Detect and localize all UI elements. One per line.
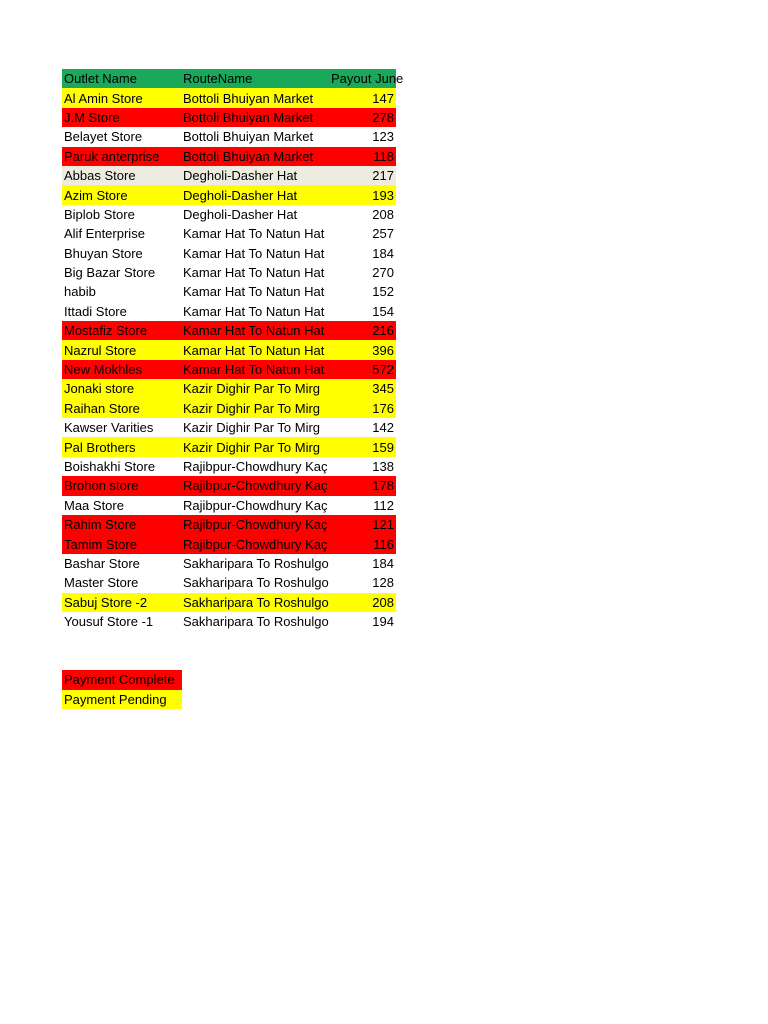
route-name-cell[interactable]: Sakharipara To Roshulgo (183, 614, 329, 630)
payout-cell[interactable]: 112 (373, 497, 394, 513)
route-name-cell[interactable]: Sakharipara To Roshulgo (183, 594, 329, 610)
payout-cell[interactable]: 116 (373, 536, 394, 552)
outlet-name-cell[interactable]: Nazrul Store (64, 342, 137, 358)
outlet-name-cell[interactable]: Master Store (64, 575, 139, 591)
route-name-cell[interactable]: Bottoli Bhuiyan Market (183, 109, 314, 125)
outlet-name-cell[interactable]: J.M Store (64, 109, 120, 125)
route-name-cell[interactable]: Rajibpur-Chowdhury Kaç (183, 536, 328, 552)
table-row (62, 302, 396, 321)
table-row (62, 437, 396, 456)
payout-cell[interactable]: 257 (372, 226, 394, 242)
table-row (62, 321, 396, 340)
route-name-cell[interactable]: Sakharipara To Roshulgo (183, 555, 329, 571)
payout-cell[interactable]: 270 (372, 265, 394, 281)
payout-cell[interactable]: 118 (373, 148, 394, 164)
route-name-cell[interactable]: Kamar Hat To Natun Hat (183, 342, 325, 358)
outlet-name-cell[interactable]: Big Bazar Store (64, 265, 156, 281)
route-name-cell[interactable]: Kazir Dighir Par To Mirg (183, 420, 321, 436)
payout-cell[interactable]: 176 (372, 400, 394, 416)
outlet-name-cell[interactable]: Belayet Store (64, 129, 143, 145)
table-row (62, 224, 396, 243)
outlet-name-cell[interactable]: Pal Brothers (64, 439, 136, 455)
payout-cell[interactable]: 123 (372, 129, 394, 145)
payout-cell[interactable]: 278 (372, 109, 394, 125)
payout-cell[interactable]: 184 (372, 245, 394, 261)
table-row (62, 399, 396, 418)
route-name-cell[interactable]: Bottoli Bhuiyan Market (183, 148, 314, 164)
payout-cell[interactable]: 194 (372, 614, 394, 630)
table-row (62, 108, 396, 127)
payout-cell[interactable]: 184 (372, 555, 394, 571)
table-row (62, 340, 396, 359)
table-row (62, 127, 396, 146)
outlet-name-cell[interactable]: Bashar Store (64, 555, 140, 571)
header-row (62, 69, 396, 88)
route-name-cell[interactable]: Kazir Dighir Par To Mirg (183, 381, 321, 397)
table-row (62, 88, 396, 107)
table-row (62, 418, 396, 437)
outlet-name-cell[interactable]: Rahim Store (64, 517, 137, 533)
outlet-name-cell[interactable]: Kawser Varities (64, 420, 154, 436)
table-row (62, 205, 396, 224)
route-name-cell[interactable]: Bottoli Bhuiyan Market (183, 90, 314, 106)
table-row (62, 573, 396, 592)
legend-item[interactable]: Payment Pending (62, 690, 182, 710)
route-name-cell[interactable]: Kamar Hat To Natun Hat (183, 226, 325, 242)
route-name-cell[interactable]: Bottoli Bhuiyan Market (183, 129, 314, 145)
outlet-name-cell[interactable]: Paruk anterprise (64, 148, 160, 164)
table-row (62, 185, 396, 204)
table-row (62, 476, 396, 495)
outlet-name-cell[interactable]: Yousuf Store -1 (64, 614, 154, 630)
payout-cell[interactable]: 572 (372, 362, 394, 378)
payout-cell[interactable]: 128 (372, 575, 394, 591)
outlet-name-cell[interactable]: Jonaki store (64, 381, 135, 397)
table-row (62, 282, 396, 301)
route-name-cell[interactable]: Degholi-Dasher Hat (183, 206, 298, 222)
payout-cell[interactable]: 396 (372, 342, 394, 358)
payout-cell[interactable]: 178 (372, 478, 394, 494)
payout-cell[interactable]: 142 (372, 420, 394, 436)
table-row (62, 166, 396, 185)
table-row (62, 496, 396, 515)
outlet-name-cell[interactable]: New Mokhles (64, 362, 143, 378)
table-row (62, 244, 396, 263)
route-name-cell[interactable]: Degholi-Dasher Hat (183, 187, 298, 203)
table-row (62, 554, 396, 573)
outlet-name-cell[interactable]: Biplob Store (64, 206, 135, 222)
route-name-cell[interactable]: Kamar Hat To Natun Hat (183, 265, 325, 281)
payout-cell[interactable]: 193 (372, 187, 394, 203)
outlet-name-cell[interactable]: Brohon store (64, 478, 139, 494)
header-outlet-name[interactable]: Outlet Name (64, 71, 137, 87)
outlet-name-cell[interactable]: Abbas Store (64, 168, 136, 184)
outlet-name-cell[interactable]: Maa Store (64, 497, 124, 513)
outlet-name-cell[interactable]: Raihan Store (64, 400, 140, 416)
spreadsheet-table-area (62, 69, 402, 631)
table-row (62, 147, 396, 166)
payout-table (62, 69, 404, 631)
table-body (62, 88, 396, 631)
outlet-name-cell[interactable]: Tamim Store (64, 536, 137, 552)
outlet-name-cell[interactable]: habib (64, 284, 96, 300)
legend-item[interactable]: Payment Complete (62, 670, 182, 690)
route-name-cell[interactable]: Rajibpur-Chowdhury Kaç (183, 459, 328, 474)
payout-cell[interactable]: 208 (372, 206, 394, 222)
payout-cell[interactable]: 208 (372, 594, 394, 610)
payout-cell[interactable]: 154 (372, 303, 394, 319)
header-route-name[interactable]: RouteName (183, 71, 253, 87)
outlet-name-cell[interactable]: Bhuyan Store (64, 245, 143, 261)
payout-cell[interactable]: 216 (372, 323, 394, 339)
route-name-cell[interactable]: Kamar Hat To Natun Hat (183, 284, 325, 300)
outlet-name-cell[interactable]: Mostafiz Store (64, 323, 148, 339)
payout-cell[interactable]: 121 (372, 517, 394, 533)
table-row (62, 612, 396, 631)
table-row (62, 515, 396, 534)
route-name-cell[interactable]: Rajibpur-Chowdhury Kaç (183, 478, 328, 494)
route-name-cell[interactable]: Kazir Dighir Par To Mirg (183, 439, 321, 455)
route-name-cell[interactable]: Kamar Hat To Natun Hat (183, 323, 325, 339)
route-name-cell[interactable]: Degholi-Dasher Hat (183, 168, 298, 184)
table-row (62, 379, 396, 398)
outlet-name-cell[interactable]: Azim Store (64, 187, 128, 203)
table-row (62, 593, 396, 612)
route-name-cell[interactable]: Kazir Dighir Par To Mirg (183, 400, 321, 416)
outlet-name-cell[interactable]: Al Amin Store (64, 90, 143, 106)
payout-cell[interactable]: 345 (372, 381, 394, 397)
color-legend (62, 670, 182, 709)
payout-cell[interactable]: 147 (372, 90, 394, 106)
table-row (62, 457, 396, 476)
outlet-name-cell[interactable]: Alif Enterprise (64, 226, 145, 242)
header-payout-june[interactable]: Payout June (331, 71, 404, 87)
outlet-name-cell[interactable]: Ittadi Store (64, 303, 127, 319)
table-row (62, 534, 396, 553)
route-name-cell[interactable]: Kamar Hat To Natun Hat (183, 245, 325, 261)
route-name-cell[interactable]: Kamar Hat To Natun Hat (183, 303, 325, 319)
outlet-name-cell[interactable]: Sabuj Store -2 (64, 594, 148, 610)
route-name-cell[interactable]: Sakharipara To Roshulgo (183, 575, 329, 591)
route-name-cell[interactable]: Rajibpur-Chowdhury Kaç (183, 517, 328, 533)
route-name-cell[interactable]: Rajibpur-Chowdhury Kaç (183, 497, 328, 513)
payout-cell[interactable]: 159 (372, 439, 394, 455)
payout-cell[interactable]: 217 (372, 168, 394, 184)
outlet-name-cell[interactable]: Boishakhi Store (64, 459, 156, 474)
payout-cell[interactable]: 138 (372, 459, 394, 474)
route-name-cell[interactable]: Kamar Hat To Natun Hat (183, 362, 325, 378)
table-row (62, 263, 396, 282)
payout-cell[interactable]: 152 (372, 284, 394, 300)
table-row (62, 360, 396, 379)
